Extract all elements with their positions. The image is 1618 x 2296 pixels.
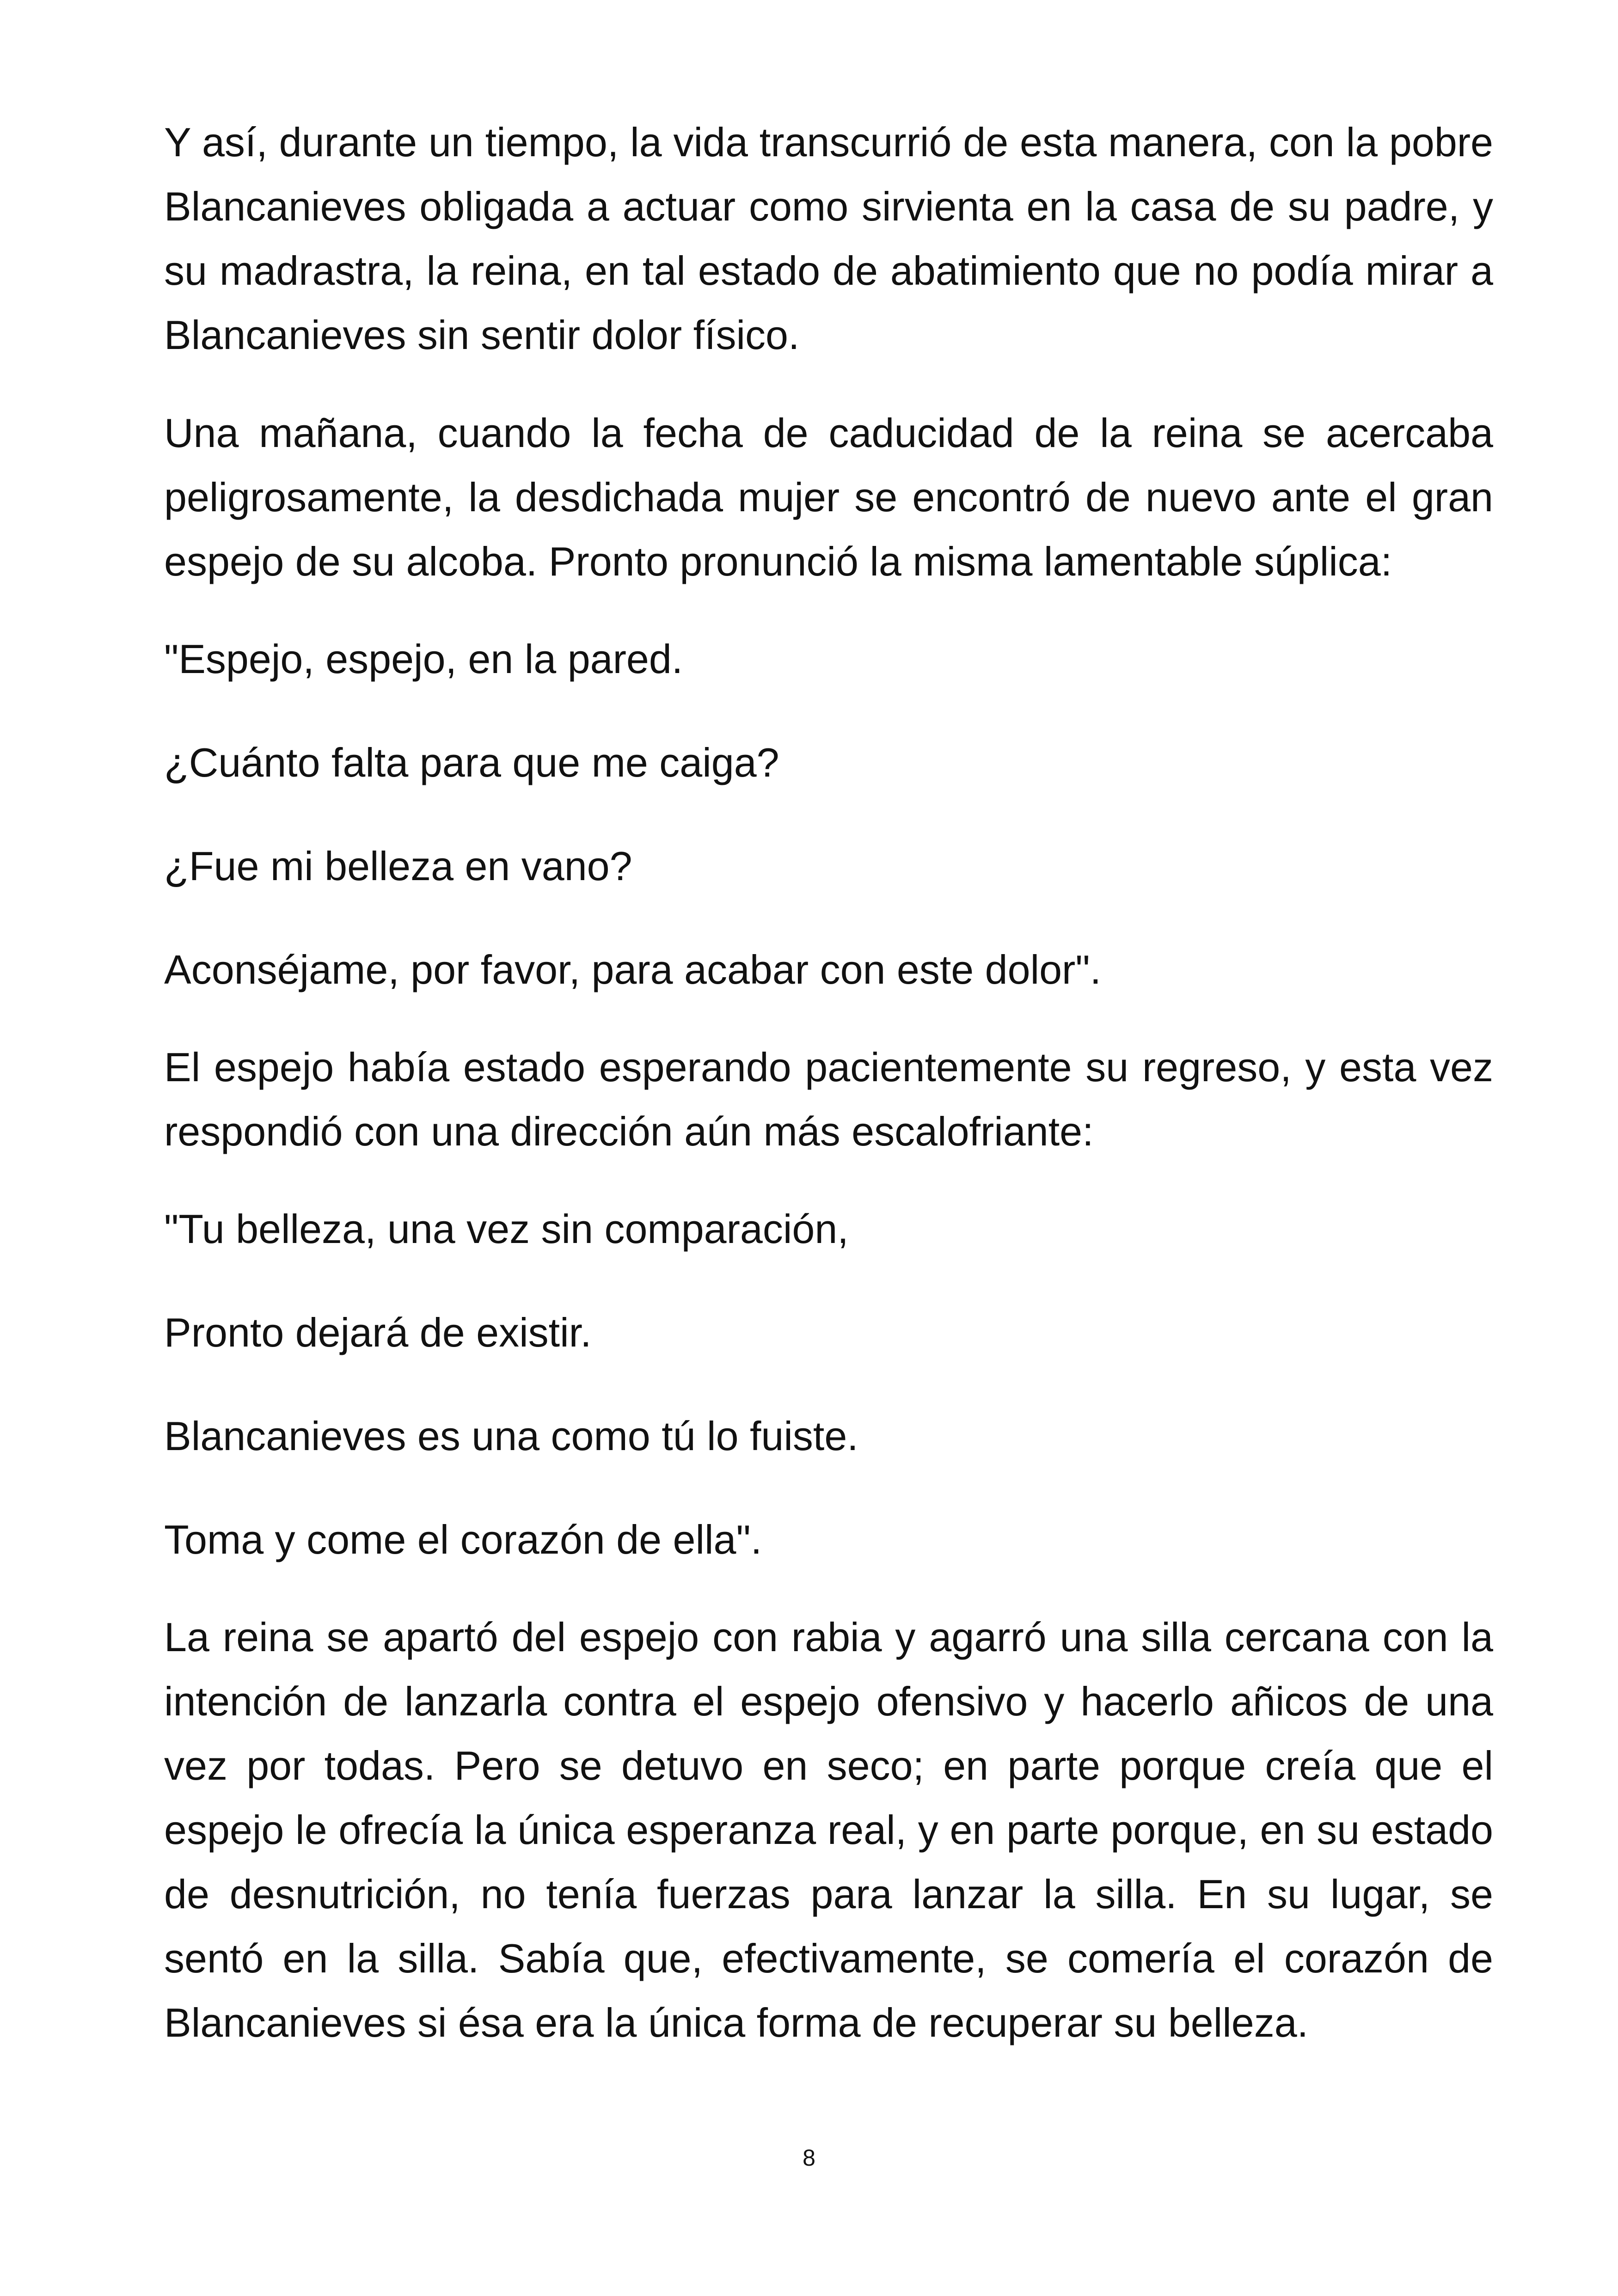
verse-line: "Espejo, espejo, en la pared. — [164, 636, 683, 682]
verse-line: Pronto dejará de existir. — [164, 1310, 592, 1355]
paragraph-life-as-servant: Y así, durante un tiempo, la vida transcurrió de esta manera, con la pobre Blancanieves obligada a actuar como sirvienta en la casa de su padre, y su madrastra, la reina, en tal estado de abatimiento que no podía mirar a Blancanieves sin sentir dolor físico. — [164, 119, 1493, 358]
verse-line: "Tu belleza, una vez sin comparación, — [164, 1206, 849, 1252]
verse-line: ¿Fue mi belleza en vano? — [164, 843, 632, 889]
verse-line: Toma y come el corazón de ella". — [164, 1517, 762, 1562]
verse-line: Aconséjame, por favor, para acabar con este dolor". — [164, 947, 1102, 992]
verse-line: Blancanieves es una como tú lo fuiste. — [164, 1413, 858, 1459]
paragraph-queen-before-mirror: Una mañana, cuando la fecha de caducidad de la reina se acercaba peligrosamente, la desdichada mujer se encontró de nuevo ante el gran espejo de su alcoba. Pronto pronunció la misma lamentable súplica: — [164, 410, 1493, 584]
paragraph-mirror-reply-intro: El espejo había estado esperando pacientemente su regreso, y esta vez respondió con una dirección aún más escalofriante: — [164, 1044, 1493, 1154]
page-body — [164, 110, 1493, 2055]
paragraph-queen-decision: La reina se apartó del espejo con rabia y agarró una silla cercana con la intención de lanzarla contra el espejo ofensivo y hacerlo añicos de una vez por todas. Pero se detuvo en seco; en parte porque creía que el espejo le ofrecía la única esperanza real, y en parte porque, en su estado de desnutrición, no tenía fuerzas para lanzar la silla. En su lugar, se sentó en la silla. Sabía que, efectivamente, se comería el corazón de Blancanieves si ésa era la única forma de recuperar su belleza. — [164, 1614, 1493, 2045]
page-number: 8 — [803, 2145, 815, 2171]
verse-line: ¿Cuánto falta para que me caiga? — [164, 740, 779, 785]
